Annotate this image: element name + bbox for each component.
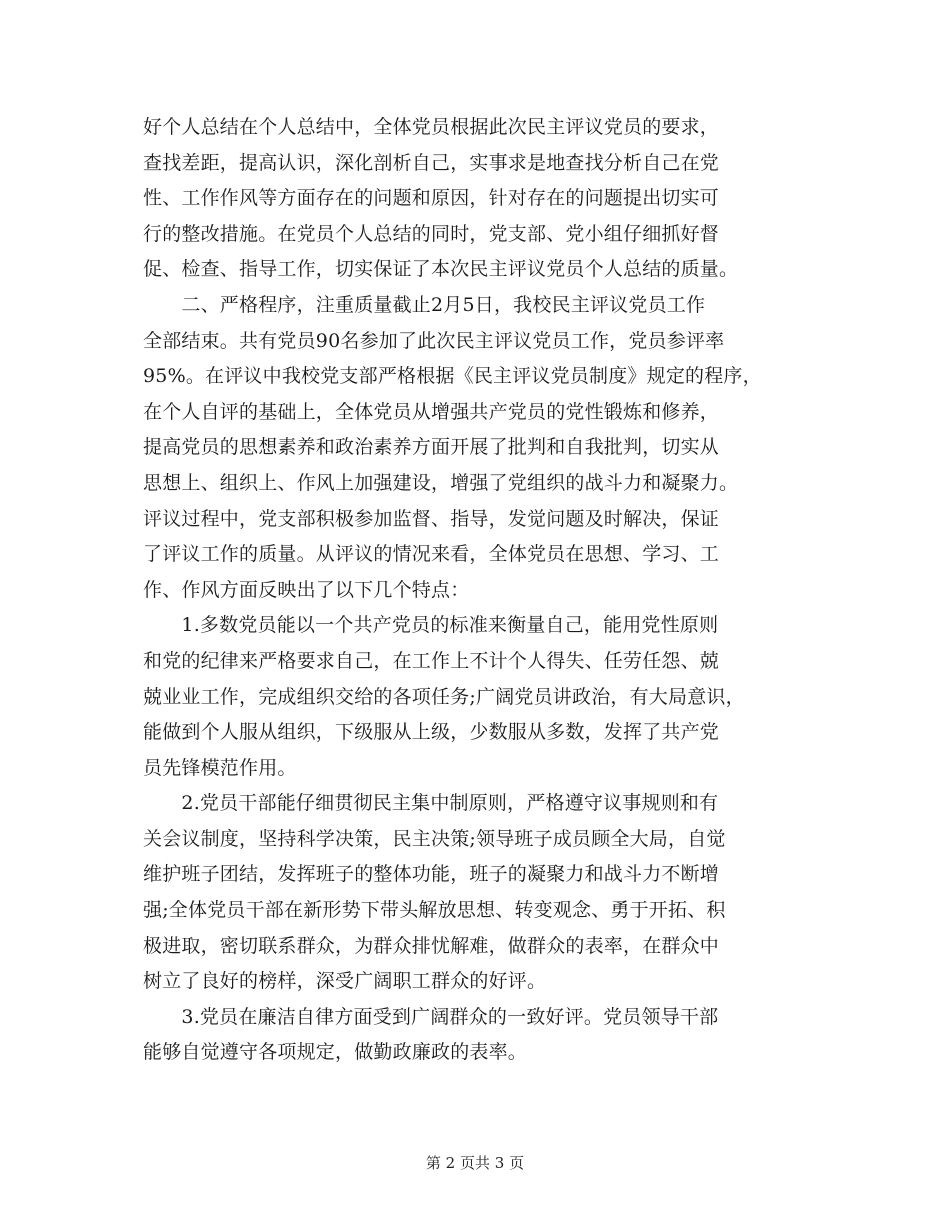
text-line: 行的整改措施。在党员个人总结的同时，党支部、党小组仔细抓好督	[143, 222, 720, 245]
text-line: 和党的纪律来严格要求自己，在工作上不计个人得失、任劳任怨、兢	[143, 649, 720, 672]
text-line: 1.多数党员能以一个共产党员的标准来衡量自己，能用党性原则	[143, 614, 719, 637]
text-line: 强;全体党员干部在新形势下带头解放思想、转变观念、勇于开拓、积	[143, 899, 726, 922]
text-line: 3.党员在廉洁自律方面受到广阔群众的一致好评。党员领导干部	[143, 1005, 719, 1028]
page-footer: 第 2 页共 3 页	[425, 1154, 525, 1172]
text-line: 维护班子团结，发挥班子的整体功能，班子的凝聚力和战斗力不断增	[143, 863, 720, 886]
text-line: 兢业业工作，完成组织交给的各项任务;广阔党员讲政治，有大局意识，	[143, 685, 745, 708]
text-line: 全部结束。共有党员90名参加了此次民主评议党员工作，党员参评率	[143, 329, 725, 352]
text-line: 95%。在评议中我校党支部严格根据《民主评议党员制度》规定的程序，	[143, 365, 762, 388]
text-line: 极进取，密切联系群众，为群众排忧解难，做群众的表率，在群众中	[143, 934, 720, 957]
text-line: 查找差距，提高认识，深化剖析自己，实事求是地查找分析自己在党	[143, 151, 720, 174]
text-line: 性、工作作风等方面存在的问题和原因，针对存在的问题提出切实可	[143, 187, 720, 210]
text-line: 评议过程中，党支部积极参加监督、指导，发觉问题及时解决，保证	[143, 507, 720, 530]
text-line: 作、作风方面反映出了以下几个特点：	[143, 578, 470, 601]
text-line: 促、检查、指导工作，切实保证了本次民主评议党员个人总结的质量。	[143, 258, 739, 281]
text-line: 能够自觉遵守各项规定，做勤政廉政的表率。	[143, 1041, 528, 1064]
body-text	[143, 110, 823, 1071]
text-line: 二、严格程序，注重质量截止2月5日，我校民主评议党员工作	[143, 293, 706, 316]
text-line: 思想上、组织上、作风上加强建设，增强了党组织的战斗力和凝聚力。	[143, 471, 739, 494]
text-line: 关会议制度，坚持科学决策，民主决策;领导班子成员顾全大局，自觉	[143, 827, 726, 850]
text-line: 好个人总结在个人总结中，全体党员根据此次民主评议党员的要求，	[143, 116, 720, 138]
text-line: 能做到个人服从组织，下级服从上级，少数服从多数，发挥了共产党	[143, 721, 720, 744]
text-line: 2.党员干部能仔细贯彻民主集中制原则，严格遵守议事规则和有	[143, 792, 719, 815]
text-line: 员先锋模范作用。	[143, 756, 297, 779]
text-line: 在个人自评的基础上，全体党员从增强共产党员的党性锻炼和修养，	[143, 400, 720, 423]
text-line: 树立了良好的榜样，深受广阔职工群众的好评。	[143, 970, 547, 993]
text-line: 提高党员的思想素养和政治素养方面开展了批判和自我批判，切实从	[143, 436, 720, 459]
text-line: 了评议工作的质量。从评议的情况来看，全体党员在思想、学习、工	[143, 543, 720, 566]
